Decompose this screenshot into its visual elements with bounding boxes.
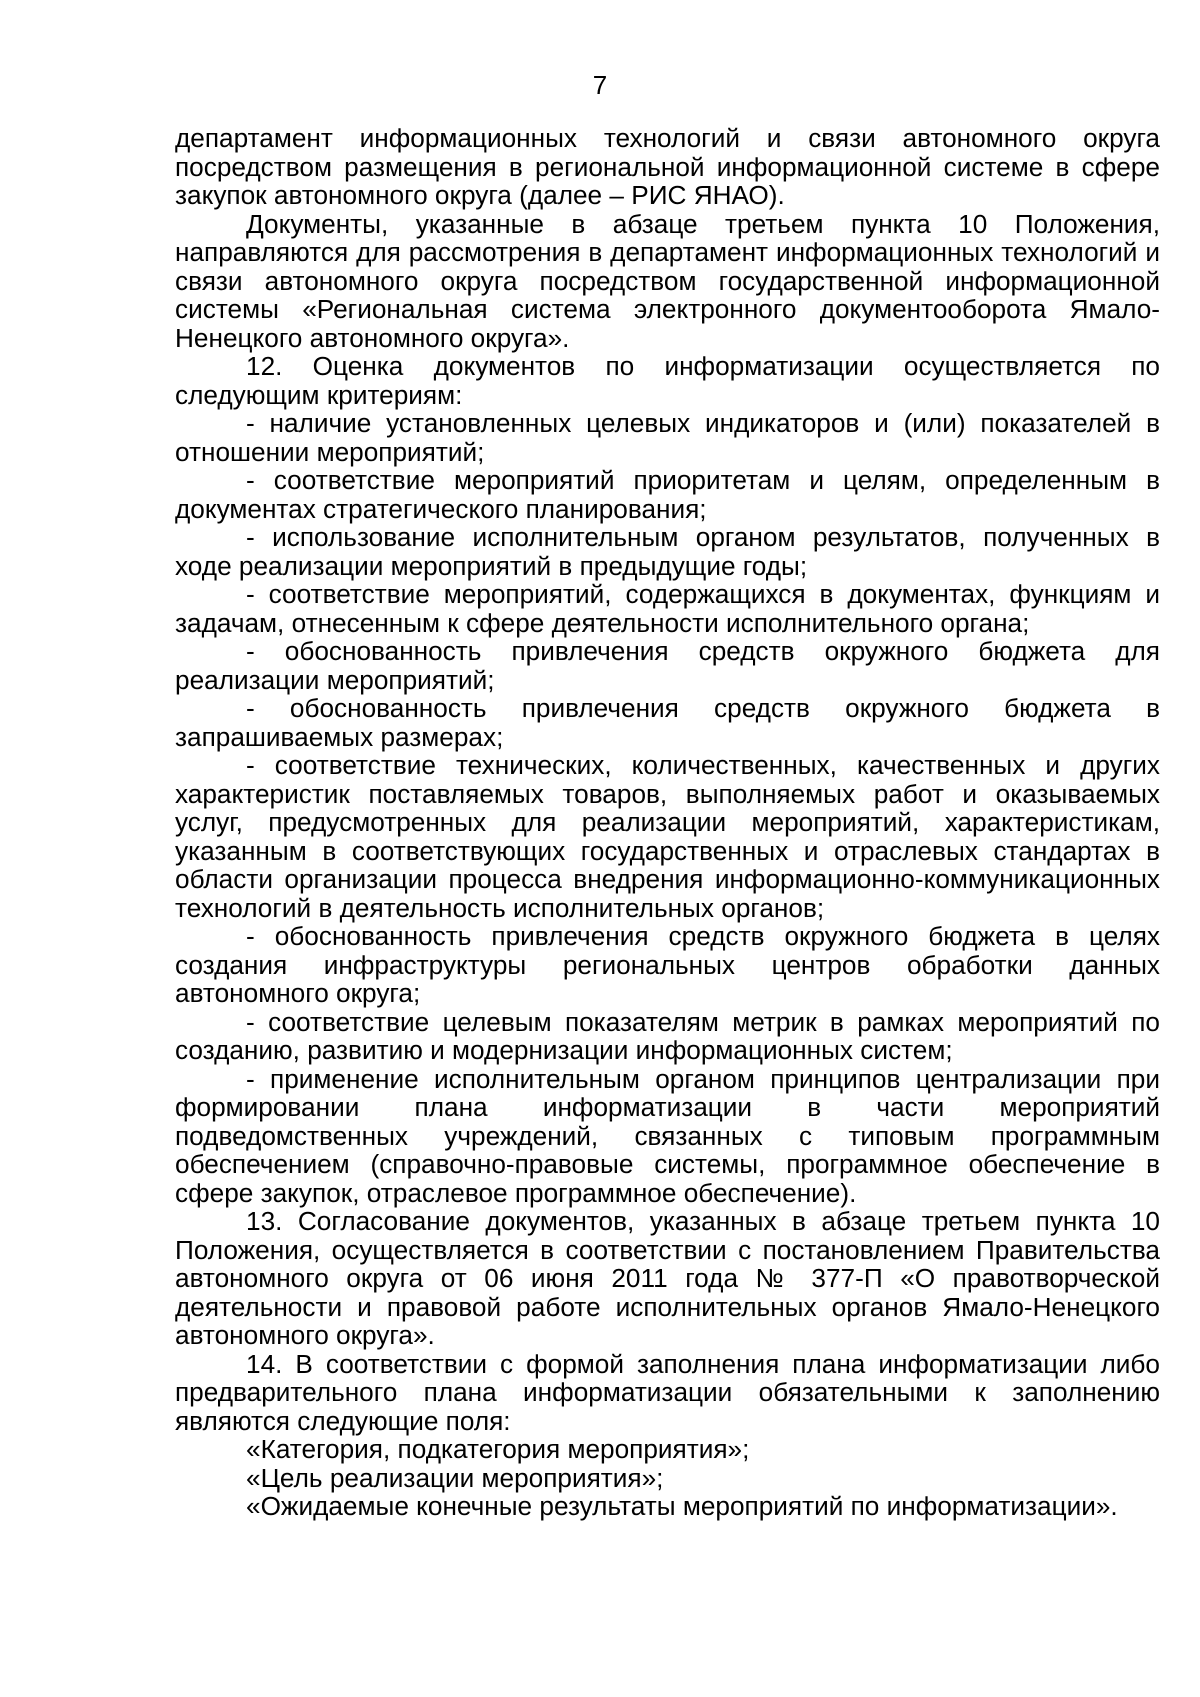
paragraph-item-14: 14. В соответствии с формой заполнения плана информатизации либо предварительного плана информатизации обязательными к заполнению являются следующие поля: xyxy=(175,1348,1160,1436)
required-field-item: «Категория, подкатегория мероприятия»; xyxy=(246,1434,750,1464)
page-number: 7 xyxy=(592,70,608,100)
criterion-list-item: - обоснованность привлечения средств окружного бюджета в запрашиваемых размерах; xyxy=(175,693,1160,752)
criterion-list-item: - наличие установленных целевых индикаторов и (или) показателей в отношении мероприятий; xyxy=(175,408,1160,467)
criterion-list-item: - обоснованность привлечения средств окружного бюджета в целях создания инфраструктуры региональных центров обработки данных автономного округа; xyxy=(175,921,1160,1008)
criterion-list-item: - соответствие целевым показателям метрик в рамках мероприятий по созданию, развитию и модернизации информационных систем; xyxy=(175,1006,1160,1065)
paragraph-documents-routing: Документы, указанные в абзаце третьем пункта 10 Положения, направляются для рассмотрения в департамент информационных технологий и связи автономного округа посредством государственной информационной системы «Региональная система электронного документооборота Ямало-Ненецкого автономного округа». xyxy=(175,208,1160,353)
paragraph-item-13: 13. Согласование документов, указанных в абзаце третьем пункта 10 Положения, осуществляется в соответствии с постановлением Правительства автономного округа от 06 июня 2011 года № 377-П «О правотворческой деятельности и правовой работе исполнительных органов Ямало-Ненецкого автономного округа». xyxy=(175,1206,1160,1350)
paragraph-intro-continuation: департамент информационных технологий и связи автономного округа посредством размещения в региональной информационной системе в сфере закупок автономного округа (далее – РИС ЯНАО). xyxy=(175,123,1160,210)
criterion-list-item: - обоснованность привлечения средств окружного бюджета для реализации мероприятий; xyxy=(175,636,1160,695)
criterion-list-item: - соответствие мероприятий приоритетам и целям, определенным в документах стратегического планирования; xyxy=(175,465,1160,524)
required-field-item: «Цель реализации мероприятия»; xyxy=(246,1462,664,1493)
criterion-list-item: - применение исполнительным органом принципов централизации при формировании плана информатизации в части мероприятий подведомственных учреждений, связанных с типовым программным обеспечением (справочно-правовые системы, программное обеспечение в сфере закупок, отраслевое программное обеспечение). xyxy=(175,1063,1160,1208)
document-body xyxy=(175,124,1160,1521)
paragraph-item-12: 12. Оценка документов по информатизации осуществляется по следующим критериям: xyxy=(175,351,1160,410)
criterion-list-item: - соответствие мероприятий, содержащихся в документах, функциям и задачам, отнесенным к сфере деятельности исполнительного органа; xyxy=(175,579,1160,638)
criterion-list-item: - использование исполнительным органом результатов, полученных в ходе реализации мероприятий в предыдущие годы; xyxy=(175,522,1160,581)
required-field-item: «Ожидаемые конечные результаты мероприятий по информатизации». xyxy=(246,1491,1118,1521)
criterion-list-item: - соответствие технических, количественных, качественных и других характеристик поставляемых товаров, выполняемых работ и оказываемых услуг, предусмотренных для реализации мероприятий, характеристикам, указанным в соответствующих государственных и отраслевых стандартах в области организации процесса внедрения информационно-коммуникационных технологий в деятельность исполнительных органов; xyxy=(175,750,1160,923)
